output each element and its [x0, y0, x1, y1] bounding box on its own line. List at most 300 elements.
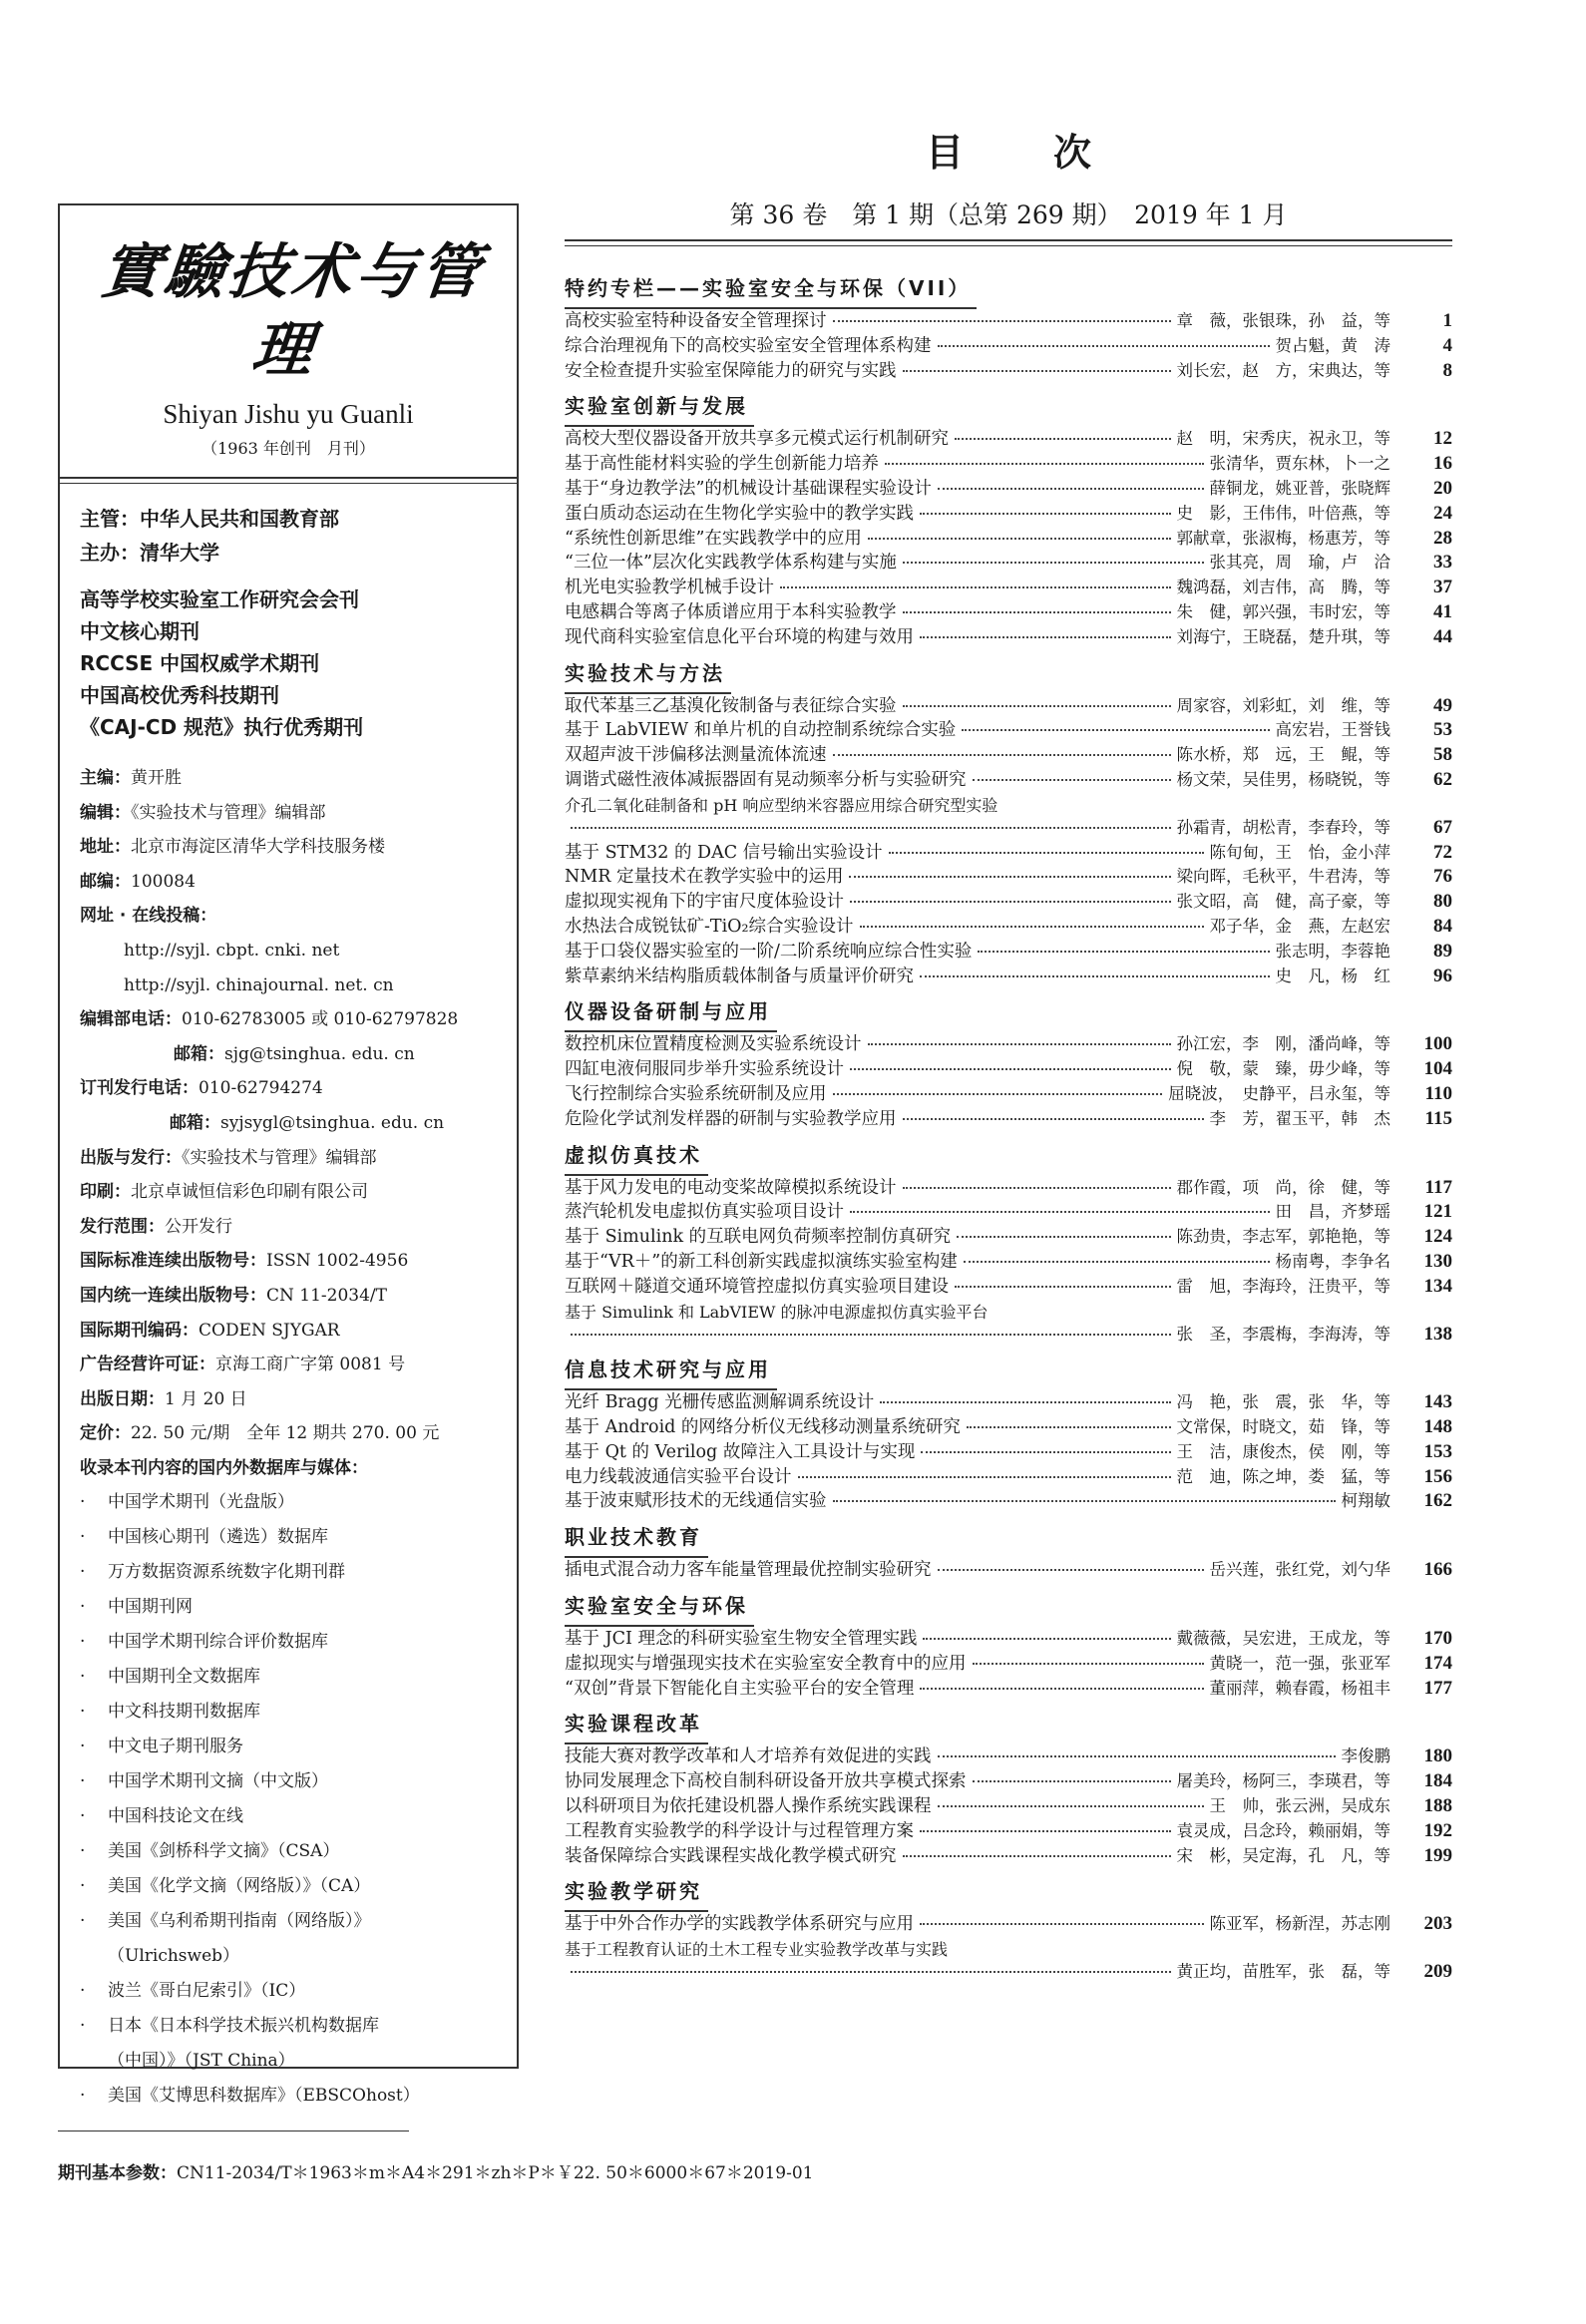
sub-phone-row	[80, 1071, 497, 1106]
article-page: 192	[1423, 1819, 1452, 1841]
article-authors: 赵 明，宋秀庆，祝永卫，等	[1176, 429, 1390, 449]
article-title[interactable]: 基于波束赋形技术的无线通信实验	[565, 1491, 827, 1512]
label: 邮箱：	[174, 1043, 224, 1064]
issue-rule-thin	[565, 245, 1452, 246]
editor: 《实验技术与管理》编辑部	[131, 802, 326, 823]
article-title[interactable]: 基于 Qt 的 Verilog 故障注入工具设计与实现	[565, 1441, 916, 1462]
bullet-icon: ·	[80, 1527, 86, 1548]
article-entry[interactable]	[565, 551, 1452, 576]
article-title[interactable]: 基于“身边教学法”的机械设计基础课程实验设计	[565, 478, 932, 499]
database-item	[80, 2009, 497, 2044]
article-page: 199	[1423, 1844, 1452, 1866]
article-title[interactable]: 水热法合成锐钛矿-TiO₂综合实验设计	[565, 916, 854, 937]
ad-license: 京海工商广字第 0081 号	[215, 1355, 406, 1375]
article-page: 89	[1433, 940, 1452, 962]
label: 网址 · 在线投稿：	[80, 906, 217, 927]
article-entry[interactable]	[565, 1225, 1452, 1250]
honor-row: 中文核心期刊	[80, 619, 199, 643]
database-name: 美国《剑桥科学文摘》（CSA）	[108, 1841, 340, 1862]
article-title[interactable]: 高校实验室特种设备安全管理探讨	[565, 311, 827, 331]
honor-row: 中国高校优秀科技期刊	[80, 683, 279, 707]
databases-heading	[80, 1451, 497, 1486]
article-title[interactable]: 现代商科实验室信息化平台环境的构建与效用	[565, 626, 914, 647]
article-page: 12	[1433, 428, 1452, 450]
article-title[interactable]: 工程教育实验教学的科学设计与过程管理方案	[565, 1820, 914, 1841]
section-heading[interactable]: 信息技术研究与应用	[565, 1351, 777, 1390]
article-entry[interactable]	[565, 1677, 1452, 1702]
leader-dots	[798, 1476, 1171, 1478]
section-heading[interactable]: 实验教学研究	[565, 1872, 708, 1912]
leader-dots	[903, 705, 1171, 707]
article-entry[interactable]	[565, 309, 1452, 334]
section-heading-wrap	[565, 1872, 1452, 1912]
article-entry[interactable]	[565, 1275, 1452, 1300]
toc-section	[565, 387, 1452, 649]
editor-row	[80, 796, 497, 831]
article-page: 20	[1433, 477, 1452, 499]
article-entry[interactable]	[565, 334, 1452, 359]
journal-pinyin: Shiyan Jishu yu Guanli	[163, 399, 414, 429]
article-title[interactable]: NMR 定量技术在教学实验中的运用	[565, 867, 844, 888]
article-page: 143	[1423, 1391, 1452, 1413]
article-entry[interactable]	[565, 768, 1452, 793]
database-name: 中文电子期刊服务	[108, 1737, 243, 1757]
publisher-row	[80, 1141, 497, 1176]
office-phone: 010-62783005 或 010-62797828	[182, 1009, 459, 1030]
article-page: 117	[1424, 1176, 1452, 1198]
article-title[interactable]: 插电式混合动力客车能量管理最优控制实验研究	[565, 1560, 932, 1581]
article-authors: 田 昌，齐梦瑶	[1275, 1202, 1390, 1222]
leader-dots	[967, 1426, 1171, 1428]
article-authors: 王 帅，张云洲，吴成东	[1209, 1796, 1390, 1816]
article-entry[interactable]	[565, 1176, 1452, 1201]
leader-dots	[860, 926, 1204, 928]
article-page: 100	[1423, 1033, 1452, 1055]
leader-dots	[850, 901, 1171, 903]
section-heading[interactable]: 虚拟仿真技术	[565, 1136, 708, 1176]
database-item	[80, 1625, 497, 1660]
leader-dots	[938, 488, 1204, 490]
article-authors: 郭献章，张淑梅，杨惠芳，等	[1176, 528, 1390, 548]
article-entry[interactable]	[565, 1744, 1452, 1769]
leader-dots	[923, 1638, 1170, 1640]
masthead-rule	[60, 477, 517, 479]
label: 订刊发行电话：	[80, 1078, 198, 1099]
article-authors: 周家容，刘彩虹，刘 维，等	[1176, 695, 1390, 715]
article-page: 177	[1423, 1677, 1452, 1699]
postcode-row	[80, 865, 497, 900]
article-title[interactable]: 装备保障综合实践课程实战化教学模式研究	[565, 1845, 897, 1866]
publisher: 《实验技术与管理》编辑部	[182, 1147, 377, 1168]
article-title[interactable]: 协同发展理念下高校自制科研设备开放共享模式探索	[565, 1771, 967, 1792]
masthead-rule-thin	[60, 483, 517, 484]
article-authors: 宋 彬，吴定海，孔 凡，等	[1176, 1845, 1390, 1865]
article-authors: 屈晓波， 史静平，吕永玺，等	[1168, 1083, 1390, 1103]
article-title[interactable]: 光纤 Bragg 光栅传感监测解调系统设计	[565, 1392, 875, 1413]
article-page: 104	[1423, 1058, 1452, 1080]
office-email[interactable]: sjg@tsinghua. edu. cn	[224, 1043, 415, 1064]
article-title[interactable]: 机光电实验教学机械手设计	[565, 578, 774, 598]
bullet-icon: ·	[80, 1876, 86, 1897]
article-title[interactable]: 基于 STM32 的 DAC 信号输出实验设计	[565, 842, 883, 863]
database-name: 美国《化学文摘（网络版）》（CA）	[108, 1876, 371, 1897]
toc-section	[565, 654, 1452, 989]
price: 22. 50 元/期 全年 12 期共 270. 00 元	[131, 1423, 440, 1444]
article-authors: 魏鸿磊，刘吉伟，高 腾，等	[1176, 578, 1390, 597]
database-item	[80, 1485, 497, 1520]
article-page: 80	[1433, 891, 1452, 913]
organization-row: 主管：中华人民共和国教育部	[80, 507, 339, 531]
label: 收录本刊内容的国内外数据库与媒体：	[80, 1457, 368, 1478]
bullet-icon: ·	[80, 1702, 86, 1723]
bullet-icon: ·	[80, 1841, 86, 1862]
database-name: 中国核心期刊（遴选）数据库	[108, 1527, 328, 1548]
database-item	[80, 1590, 497, 1625]
label: 国内统一连续出版物号：	[80, 1285, 266, 1306]
article-page: 44	[1433, 625, 1452, 647]
section-heading[interactable]: 仪器设备研制与应用	[565, 992, 777, 1032]
database-item	[80, 1730, 497, 1764]
article-entry[interactable]	[565, 940, 1452, 965]
article-title[interactable]: 基于口袋仪器实验室的一阶/二阶系统响应综合性实验	[565, 941, 973, 962]
article-page: 67	[1433, 816, 1452, 838]
article-title[interactable]: 基于风力发电的电动变桨故障模拟系统设计	[565, 1177, 897, 1198]
article-entry[interactable]	[565, 600, 1452, 625]
article-authors: 李 芳，翟玉平，韩 杰	[1209, 1108, 1390, 1128]
article-authors: 章 薇，张银珠，孙 益，等	[1176, 311, 1390, 330]
article-page: 37	[1433, 577, 1452, 598]
section-heading-wrap	[565, 992, 1452, 1032]
honor-row: RCCSE 中国权威学术期刊	[80, 651, 320, 675]
leader-dots	[964, 1261, 1270, 1263]
section-heading[interactable]: 实验技术与方法	[565, 654, 731, 694]
leader-dots	[938, 345, 1270, 347]
article-entry[interactable]	[565, 1082, 1452, 1107]
article-authors: 史 凡，杨 红	[1275, 966, 1390, 985]
article-page: 41	[1433, 600, 1452, 622]
article-entry[interactable]	[565, 1390, 1452, 1415]
database-item	[80, 1904, 497, 1939]
article-entry[interactable]	[565, 865, 1452, 890]
leader-dots	[903, 562, 1204, 564]
leader-dots	[920, 1830, 1171, 1832]
article-entry[interactable]	[565, 1627, 1452, 1652]
bullet-icon: ·	[80, 1632, 86, 1653]
bullet-icon: ·	[80, 1771, 86, 1792]
article-entry[interactable]	[565, 965, 1452, 989]
section-heading[interactable]: 职业技术教育	[565, 1518, 708, 1558]
article-title[interactable]: 基于高性能材料实验的学生创新能力培养	[565, 454, 879, 475]
article-title[interactable]: 基于“VR＋”的新工科创新实践虚拟演练实验室构建	[565, 1251, 958, 1272]
label: 出版日期：	[80, 1388, 165, 1409]
database-item	[80, 2079, 497, 2114]
article-entry[interactable]	[565, 452, 1452, 477]
article-title[interactable]: 基于 Simulink 和 LabVIEW 的脉冲电源虚拟仿真实验平台	[565, 1302, 989, 1322]
toc-section	[565, 992, 1452, 1131]
article-page: 134	[1423, 1275, 1452, 1297]
website-url-1[interactable]: http://syjl. cbpt. cnki. net	[124, 940, 340, 961]
label: 出版与发行：	[80, 1147, 182, 1168]
leader-dots	[833, 320, 1171, 322]
bullet-icon: ·	[80, 1981, 86, 2002]
article-page: 209	[1423, 1961, 1452, 1983]
label: 邮箱：	[170, 1112, 220, 1133]
article-page: 49	[1433, 694, 1452, 716]
article-entry[interactable]	[565, 1250, 1452, 1275]
article-page: 170	[1423, 1628, 1452, 1650]
article-page: 33	[1433, 552, 1452, 574]
article-entry[interactable]	[565, 1465, 1452, 1490]
article-entry[interactable]	[565, 816, 1452, 841]
article-entry[interactable]	[565, 1769, 1452, 1794]
honor-row: 高等学校实验室工作研究会会刊	[80, 587, 359, 611]
leader-dots	[920, 1923, 1204, 1925]
bullet-icon: ·	[80, 2016, 86, 2037]
article-authors: 贺占魁，黄 涛	[1275, 335, 1390, 355]
label: 印刷：	[80, 1182, 131, 1203]
website-url-2[interactable]: http://syjl. chinajournal. net. cn	[124, 974, 394, 995]
article-authors: 陈亚军，杨新涅，苏志刚	[1209, 1914, 1390, 1934]
article-page: 180	[1423, 1745, 1452, 1767]
article-page: 148	[1423, 1416, 1452, 1438]
leader-dots	[880, 1401, 1170, 1403]
address: 北京市海淀区清华大学科技服务楼	[131, 837, 385, 858]
article-title[interactable]: 危险化学试剂发样器的研制与实验教学应用	[565, 1108, 897, 1129]
bullet-icon: ·	[80, 1492, 86, 1513]
organization-row: 主办：清华大学	[80, 541, 219, 565]
bullet-icon: ·	[80, 1737, 86, 1757]
article-page: 53	[1433, 719, 1452, 741]
article-title[interactable]: 蒸汽轮机发电虚拟仿真实验项目设计	[565, 1202, 844, 1223]
article-title[interactable]: 四缸电液伺服同步举升实验系统设计	[565, 1059, 844, 1080]
toc-section	[565, 1705, 1452, 1868]
article-entry[interactable]	[565, 1032, 1452, 1057]
leader-dots	[973, 1663, 1204, 1665]
article-entry[interactable]	[565, 1489, 1452, 1514]
article-page: 188	[1423, 1795, 1452, 1817]
article-entry[interactable]	[565, 1558, 1452, 1583]
article-authors: 张志明，李蓉艳	[1275, 941, 1390, 961]
article-title[interactable]: 互联网＋隧道交通环境管控虚拟仿真实验项目建设	[565, 1276, 949, 1297]
article-title[interactable]: 综合治理视角下的高校实验室安全管理体系构建	[565, 335, 932, 356]
section-heading[interactable]: 实验课程改革	[565, 1705, 708, 1744]
article-page: 153	[1423, 1440, 1452, 1462]
chief-editor-row	[80, 761, 497, 796]
bullet-icon: ·	[80, 2086, 86, 2107]
label: 邮编：	[80, 871, 131, 892]
article-title[interactable]: 基于 LabVIEW 和单片机的自动控制系统综合实验	[565, 720, 957, 741]
article-authors: 张清华，贾东林，卜一之	[1209, 454, 1390, 474]
bullet-icon: ·	[80, 1597, 86, 1618]
article-title[interactable]: 虚拟现实视角下的宇宙尺度体验设计	[565, 892, 844, 913]
article-title[interactable]: 基于 Simulink 的互联电网负荷频率控制仿真研究	[565, 1227, 952, 1248]
article-title[interactable]: 数控机床位置精度检测及实验系统设计	[565, 1034, 862, 1055]
article-title[interactable]: 电感耦合等离子体质谱应用于本科实验教学	[565, 601, 897, 622]
leader-dots	[889, 852, 1204, 854]
article-entry[interactable]	[565, 477, 1452, 502]
label: 定价：	[80, 1423, 131, 1444]
article-authors: 郡作霞，项 尚，徐 健，等	[1176, 1177, 1390, 1197]
article-title[interactable]: 介孔二氧化硅制备和 pH 响应型纳米容器应用综合研究型实验	[565, 795, 998, 815]
article-page: 96	[1433, 965, 1452, 986]
article-title[interactable]: “系统性创新思维”在实践教学中的应用	[565, 528, 862, 549]
article-page: 166	[1423, 1559, 1452, 1581]
database-item	[80, 1555, 497, 1590]
article-entry[interactable]	[565, 427, 1452, 452]
leader-dots	[973, 1780, 1171, 1782]
article-page: 16	[1433, 453, 1452, 475]
leader-dots	[903, 1118, 1204, 1120]
honor-list	[80, 583, 497, 743]
article-title[interactable]: 基于中外合作办学的实践教学体系研究与应用	[565, 1914, 914, 1935]
section-heading-wrap	[565, 1136, 1452, 1176]
article-authors: 雷 旭，李海玲，汪贵平，等	[1176, 1276, 1390, 1296]
article-entry[interactable]	[565, 1323, 1452, 1348]
journal-parameters-value: CN11-2034/T＊1963＊m＊A4＊291＊zh＊P＊￥22. 50＊6000＊67＊2019-01	[177, 2163, 814, 2183]
section-heading[interactable]: 实验室创新与发展	[565, 387, 754, 427]
article-authors: 李俊鹏	[1341, 1746, 1390, 1766]
article-entry[interactable]	[565, 915, 1452, 940]
article-authors: 黄晓一，范一强，张亚军	[1209, 1653, 1390, 1673]
database-name: 日本《日本科学技术振兴机构数据库	[108, 2016, 379, 2037]
article-authors: 董丽萍，赖春霞，杨祖丰	[1209, 1678, 1390, 1698]
leader-dots	[903, 370, 1171, 372]
leader-dots	[849, 876, 1170, 878]
coden-row	[80, 1314, 497, 1349]
label: 广告经营许可证：	[80, 1355, 215, 1375]
article-entry[interactable]	[565, 718, 1452, 743]
article-entry[interactable]	[565, 1652, 1452, 1677]
article-title[interactable]: 技能大赛对教学改革和人才培养有效促进的实践	[565, 1746, 932, 1767]
article-title[interactable]: 高校大型仪器设备开放共享多元模式运行机制研究	[565, 429, 949, 450]
article-title[interactable]: “三位一体”层次化实践教学体系构建与实施	[565, 553, 897, 574]
article-page: 162	[1423, 1490, 1452, 1512]
cn-number: CN 11-2034/T	[266, 1285, 387, 1306]
article-authors: 张其亮，周 瑜，卢 洽	[1209, 553, 1390, 573]
article-title[interactable]: 以科研项目为依托建设机器人操作系统实践课程	[565, 1796, 932, 1817]
article-page: 4	[1442, 334, 1452, 356]
article-entry[interactable]	[565, 1794, 1452, 1819]
label: 地址：	[80, 837, 131, 858]
article-entry[interactable]	[565, 1960, 1452, 1985]
pubdate: 1 月 20 日	[165, 1388, 247, 1409]
article-entry[interactable]	[565, 1440, 1452, 1465]
article-authors: 孙江宏，李 刚，潘尚峰，等	[1176, 1034, 1390, 1054]
leader-dots	[978, 951, 1269, 953]
toc-section	[565, 1518, 1452, 1583]
article-title[interactable]: 电力线载波通信实验平台设计	[565, 1466, 792, 1487]
article-entry[interactable]	[565, 359, 1452, 384]
label: 主编：	[80, 768, 131, 788]
article-title[interactable]: 调谐式磁性液体减振器固有晃动频率分析与实验研究	[565, 769, 967, 790]
leader-dots	[938, 1805, 1204, 1807]
masthead	[80, 205, 497, 484]
leader-dots	[920, 1688, 1203, 1690]
section-heading-wrap	[565, 1587, 1452, 1627]
section-heading[interactable]: 特约专栏——实验室安全与环保（VII）	[565, 269, 977, 309]
article-title[interactable]: 双超声波干涉偏移法测量流体流速	[565, 745, 827, 766]
article-page: 1	[1442, 310, 1452, 331]
article-entry[interactable]	[565, 1912, 1452, 1937]
leader-dots	[955, 1286, 1171, 1288]
leader-dots	[938, 1755, 1336, 1757]
database-item	[80, 1974, 497, 2009]
article-entry[interactable]	[565, 1819, 1452, 1844]
article-authors: 张 圣，李震梅，李海涛，等	[1176, 1324, 1390, 1344]
article-entry[interactable]	[565, 1200, 1452, 1225]
leader-dots	[903, 611, 1171, 613]
article-page: 138	[1423, 1323, 1452, 1345]
journal-parameters	[58, 2158, 813, 2183]
article-title[interactable]: 虚拟现实与增强现实技术在实验室安全教育中的应用	[565, 1653, 967, 1674]
toc-section	[565, 1351, 1452, 1514]
article-page: 174	[1423, 1652, 1452, 1674]
label: 编辑：	[80, 802, 131, 823]
bullet-icon: ·	[80, 1667, 86, 1688]
article-title[interactable]: 取代苯基三乙基溴化铵制备与表征综合实验	[565, 695, 897, 716]
article-authors: 张文昭，高 健，高子豪，等	[1176, 892, 1390, 912]
office-email-row	[80, 1037, 497, 1072]
article-entry[interactable]	[565, 841, 1452, 866]
article-authors: 黄正均，苗胜军，张 磊，等	[1176, 1962, 1390, 1982]
sub-email[interactable]: syjsygl@tsinghua. edu. cn	[220, 1112, 445, 1133]
article-entry[interactable]	[565, 743, 1452, 768]
journal-parameters-label: 期刊基本参数：	[58, 2163, 177, 2183]
article-title[interactable]: 紫草素纳米结构脂质载体制备与质量评价研究	[565, 966, 914, 986]
article-title[interactable]: 飞行控制综合实验系统研制及应用	[565, 1083, 827, 1104]
article-entry[interactable]	[565, 694, 1452, 719]
article-authors: 邓子华，金 燕，左赵宏	[1209, 916, 1390, 936]
toc-section	[565, 1872, 1452, 1985]
article-authors: 冯 艳，张 震，张 华，等	[1176, 1392, 1390, 1412]
article-entry[interactable]	[565, 527, 1452, 552]
sub-phone: 010-62794274	[198, 1078, 323, 1099]
article-entry[interactable]	[565, 576, 1452, 600]
article-authors: 倪 敬，蒙 臻，毋少峰，等	[1176, 1059, 1390, 1079]
article-authors: 袁灵成，吕念玲，赖丽娟，等	[1176, 1820, 1390, 1840]
article-page: 203	[1423, 1913, 1452, 1935]
article-entry[interactable]	[565, 502, 1452, 527]
article-authors: 文常保，时晓文，茹 锋，等	[1176, 1417, 1390, 1437]
section-heading[interactable]: 实验室安全与环保	[565, 1587, 754, 1627]
scope-row	[80, 1210, 497, 1245]
database-name: 波兰《哥白尼索引》（IC）	[108, 1981, 306, 2002]
article-page: 8	[1442, 359, 1452, 381]
section-heading-wrap	[565, 269, 1452, 309]
article-title[interactable]: 基于工程教育认证的土木工程专业实验教学改革与实践	[565, 1940, 949, 1960]
article-authors: 杨文荣，吴佳男，杨晓锐，等	[1176, 769, 1390, 789]
article-authors: 史 影，王伟伟，叶倍燕，等	[1176, 503, 1390, 523]
article-authors: 梁向晖，毛秋平，牛君涛，等	[1176, 867, 1390, 887]
article-title[interactable]: 基于 Android 的网络分析仪无线移动测量系统研究	[565, 1417, 961, 1438]
article-authors: 陈劲贵，李志军，郭艳艳，等	[1176, 1227, 1390, 1247]
article-entry[interactable]	[565, 1107, 1452, 1132]
article-entry[interactable]	[565, 1844, 1452, 1869]
database-name: 中国学术期刊文摘（中文版）	[108, 1771, 328, 1792]
article-entry[interactable]	[565, 625, 1452, 650]
article-title[interactable]: 蛋白质动态运动在生物化学实验中的教学实践	[565, 503, 914, 524]
article-title[interactable]: “双创”背景下智能化自主实验平台的安全管理	[565, 1678, 915, 1699]
article-entry[interactable]	[565, 890, 1452, 915]
article-title[interactable]: 安全检查提升实验室保障能力的研究与实践	[565, 360, 897, 381]
article-entry[interactable]	[565, 1057, 1452, 1082]
article-entry[interactable]	[565, 1415, 1452, 1440]
leader-dots	[571, 827, 1171, 829]
leader-dots	[957, 1236, 1170, 1238]
database-item	[80, 1764, 497, 1799]
article-authors: 陈水桥，郑 远，王 鲲，等	[1176, 745, 1390, 765]
article-title[interactable]: 基于 JCI 理念的科研实验室生物安全管理实践	[565, 1629, 918, 1650]
